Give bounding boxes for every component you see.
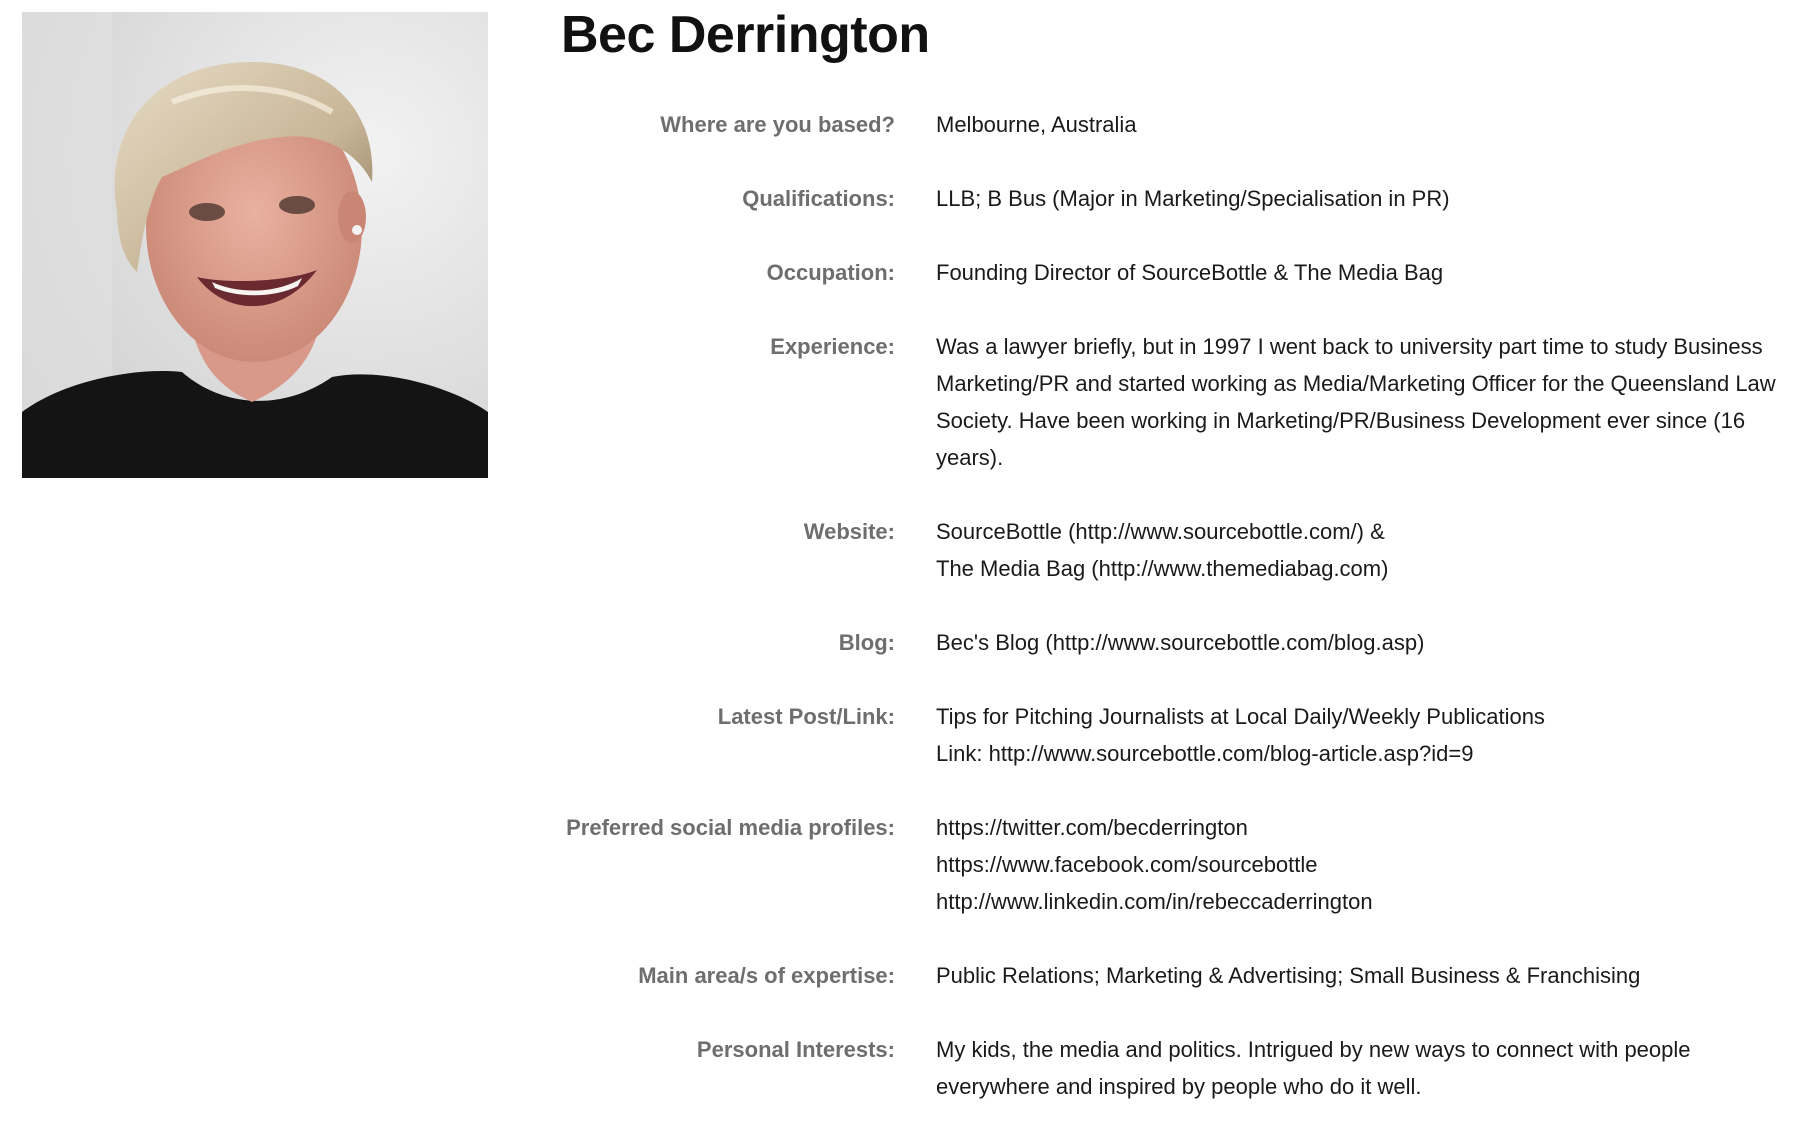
- row-experience: [540, 328, 1780, 476]
- field-label: Website:: [803, 519, 895, 544]
- field-value: [936, 513, 1776, 587]
- profile-details: [540, 106, 1780, 1142]
- website-link[interactable]: SourceBottle (http://www.sourcebottle.com/) &: [936, 519, 1385, 544]
- social-link-twitter[interactable]: https://twitter.com/becderrington: [936, 815, 1248, 840]
- field-value: [936, 328, 1776, 476]
- field-value: [936, 624, 1776, 661]
- value-line: Founding Director of SourceBottle & The Media Bag: [936, 260, 1444, 285]
- field-label: Experience:: [770, 334, 895, 359]
- blog-link[interactable]: Bec's Blog (http://www.sourcebottle.com/blog.asp): [936, 630, 1425, 655]
- field-value: [936, 106, 1776, 143]
- row-latest-post: [540, 698, 1780, 772]
- portrait-image: [22, 12, 488, 478]
- row-website: [540, 513, 1780, 587]
- person-name: Bec Derrington: [561, 6, 930, 64]
- field-label: Qualifications:: [742, 186, 895, 211]
- post-title: Tips for Pitching Journalists at Local Daily/Weekly Publications: [936, 704, 1545, 729]
- field-value: [936, 698, 1776, 772]
- field-label: Occupation:: [766, 260, 895, 285]
- profile-photo: [22, 12, 488, 478]
- value-line: Melbourne, Australia: [936, 112, 1137, 137]
- row-occupation: [540, 254, 1780, 291]
- field-value: [936, 180, 1776, 217]
- social-link-facebook[interactable]: https://www.facebook.com/sourcebottle: [936, 852, 1318, 877]
- row-expertise: [540, 957, 1780, 994]
- field-value: [936, 809, 1776, 920]
- field-label: Blog:: [838, 630, 895, 655]
- social-link-linkedin[interactable]: http://www.linkedin.com/in/rebeccaderrington: [936, 889, 1373, 914]
- value-line: Public Relations; Marketing & Advertising; Small Business & Franchising: [936, 963, 1641, 988]
- field-label: Where are you based?: [660, 112, 895, 137]
- website-link[interactable]: The Media Bag (http://www.themediabag.com): [936, 556, 1389, 581]
- row-qualifications: [540, 180, 1780, 217]
- row-blog: [540, 624, 1780, 661]
- field-value: [936, 254, 1776, 291]
- field-label: Latest Post/Link:: [717, 704, 895, 729]
- field-label: Personal Interests:: [696, 1037, 895, 1062]
- row-personal-interests: [540, 1031, 1780, 1105]
- row-location: [540, 106, 1780, 143]
- field-label: Main area/s of expertise:: [638, 963, 895, 988]
- field-value: [936, 957, 1776, 994]
- post-link[interactable]: Link: http://www.sourcebottle.com/blog-article.asp?id=9: [936, 741, 1474, 766]
- value-paragraph: Was a lawyer briefly, but in 1997 I went back to university part time to study Business Marketing/PR and started working as Media/Marketing Officer for the Queensland Law Society. Have been working in Marketing/PR/Business Development ever since (16 years).: [936, 334, 1776, 470]
- field-label: Preferred social media profiles:: [566, 815, 895, 840]
- field-value: [936, 1031, 1776, 1105]
- value-line: LLB; B Bus (Major in Marketing/Specialisation in PR): [936, 186, 1450, 211]
- value-paragraph: My kids, the media and politics. Intrigued by new ways to connect with people everywhere and inspired by people who do it well.: [936, 1037, 1691, 1099]
- row-social-profiles: [540, 809, 1780, 920]
